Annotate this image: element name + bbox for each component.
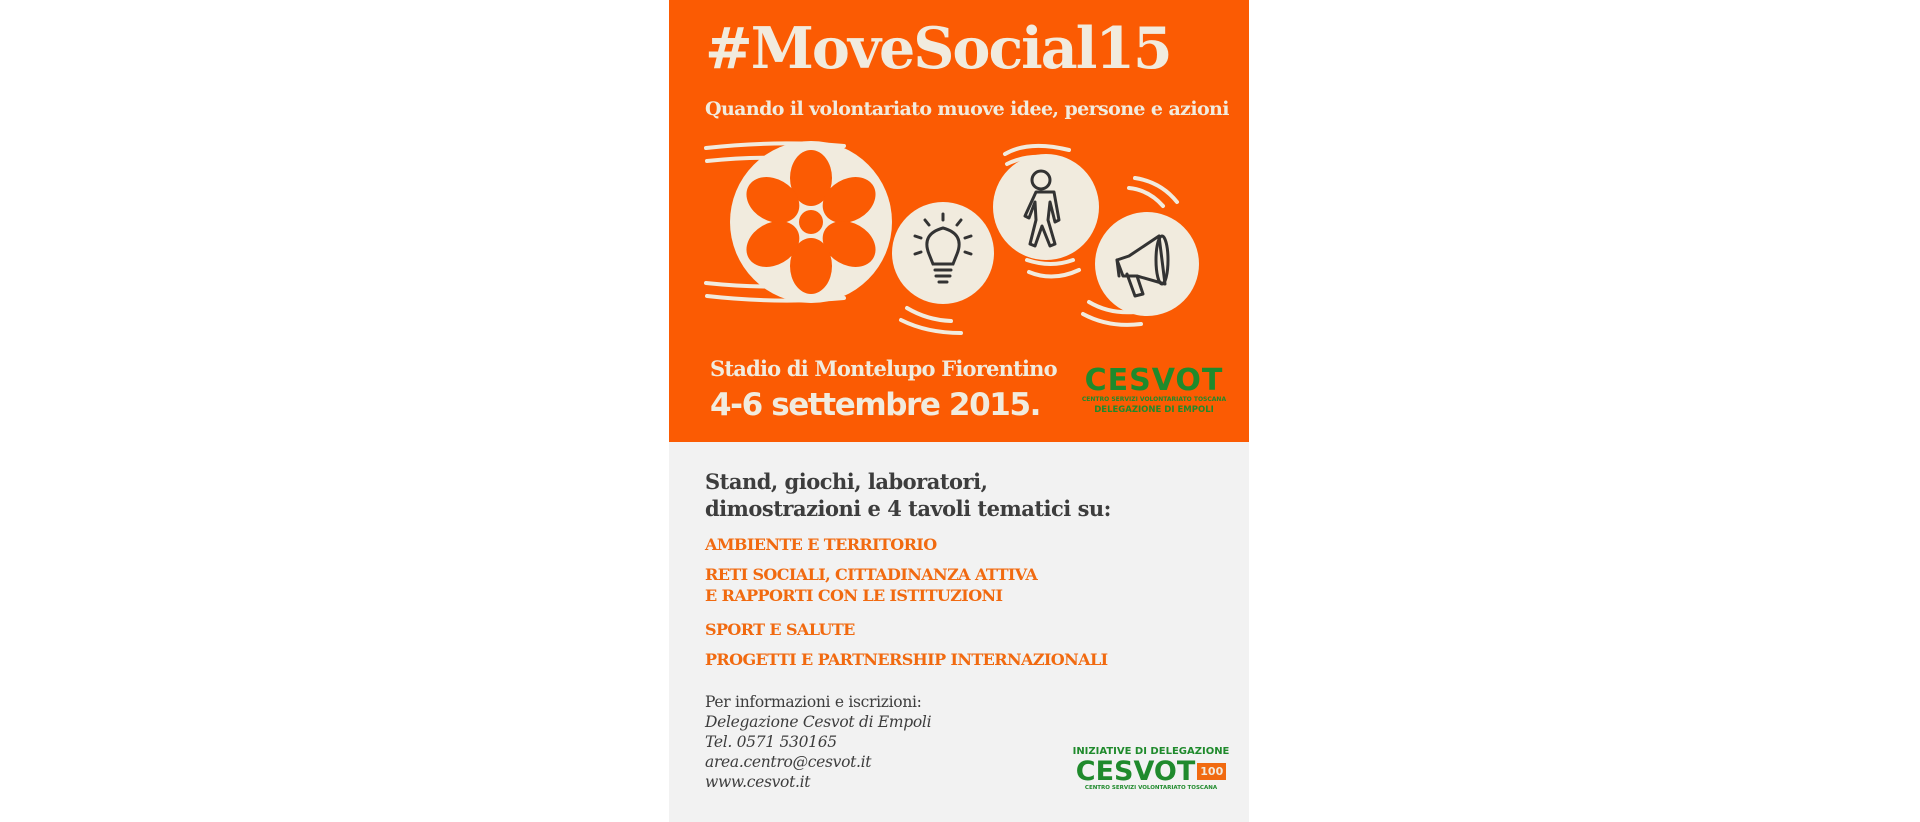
intro-line-1: Stand, giochi, laboratori, xyxy=(705,469,988,494)
contact-email: area.centro@cesvot.it xyxy=(705,753,872,771)
cesvot-logo-delegation: DELEGAZIONE DI EMPOLI xyxy=(1094,405,1214,416)
contact-website: www.cesvot.it xyxy=(705,773,811,791)
poster-subtitle: Quando il volontariato muove idee, persone e azioni xyxy=(705,98,1229,120)
cesvot-100-logo-row xyxy=(1071,758,1231,785)
cesvot-logo xyxy=(1079,363,1229,416)
topic-item: E RAPPORTI CON LE ISTITUZIONI xyxy=(705,586,1003,605)
megaphone-icon xyxy=(1095,212,1199,316)
activities-intro xyxy=(705,468,1111,522)
contact-phone: Tel. 0571 530165 xyxy=(705,733,837,751)
event-dates: 4-6 settembre 2015. xyxy=(710,387,1040,423)
film-reel-icon xyxy=(730,141,892,303)
cesvot-100-logo-word: CESVOT xyxy=(1075,756,1196,787)
topic-item: RETI SOCIALI, CITTADINANZA ATTIVA xyxy=(705,565,1038,584)
contact-organization: Delegazione Cesvot di Empoli xyxy=(705,713,932,731)
cesvot-logo-word: CESVOT xyxy=(1084,363,1224,398)
intro-line-2: dimostrazioni e 4 tavoli tematici su: xyxy=(705,496,1111,521)
topic-item: PROGETTI E PARTNERSHIP INTERNAZIONALI xyxy=(705,650,1108,669)
cesvot-100-logo xyxy=(1071,746,1231,791)
cesvot-logo-subtitle: CENTRO SERVIZI VOLONTARIATO TOSCANA xyxy=(1081,396,1227,403)
cesvot-100-badge: 100 xyxy=(1197,763,1226,780)
poster-header-panel xyxy=(669,0,1249,442)
illustration xyxy=(669,136,1249,336)
lightbulb-icon xyxy=(892,202,994,304)
walking-person-icon xyxy=(993,154,1099,260)
cesvot-100-logo-heading: INIZIATIVE DI DELEGAZIONE xyxy=(1072,746,1230,757)
event-poster xyxy=(669,0,1249,822)
contact-lead: Per informazioni e iscrizioni: xyxy=(705,693,922,711)
contact-info xyxy=(705,692,931,792)
topic-item: SPORT E SALUTE xyxy=(705,620,855,639)
venue-label: Stadio di Montelupo Fiorentino xyxy=(710,356,1057,381)
cesvot-100-logo-subtitle: CENTRO SERVIZI VOLONTARIATO TOSCANA xyxy=(1084,785,1218,791)
poster-title: #MoveSocial15 xyxy=(705,15,1171,82)
topic-item: AMBIENTE E TERRITORIO xyxy=(705,535,937,554)
